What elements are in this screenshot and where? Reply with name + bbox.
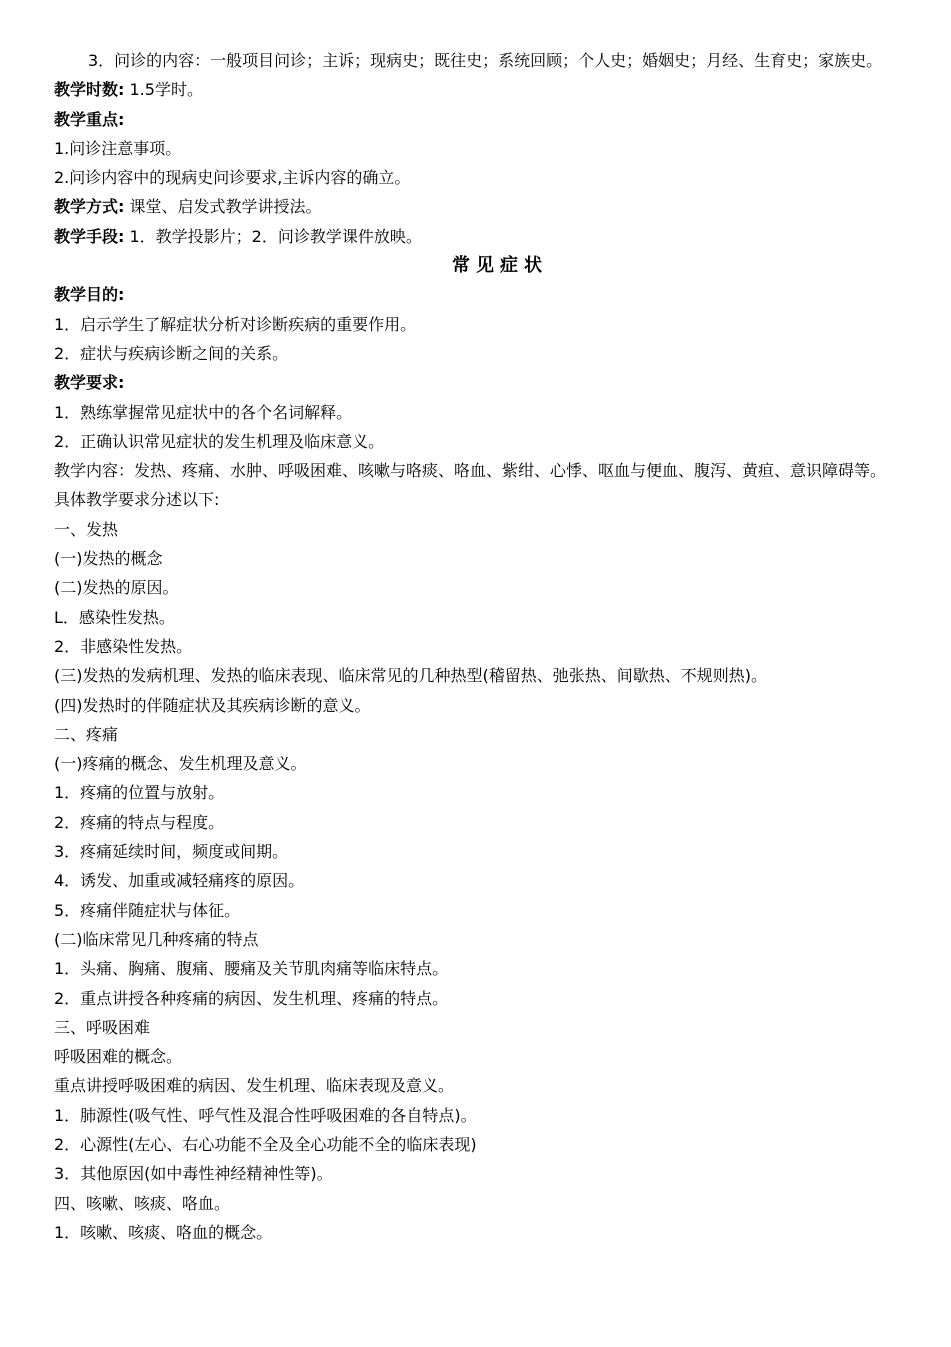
dyspnea-heading: 三、呼吸困难 xyxy=(54,1017,151,1037)
fever-line: (二)发热的原因。 xyxy=(54,578,179,598)
fever-line: (三)发热的发病机理、发热的临床表现、临床常见的几种热型(稽留热、弛张热、间歇热、不规则热)。 xyxy=(54,666,767,686)
objective-label: 教学目的: xyxy=(54,285,125,305)
pain-line: 4．诱发、加重或减轻痛疼的原因。 xyxy=(54,871,305,891)
fever-line: L．感染性发热。 xyxy=(54,607,175,627)
pain-heading: 二、疼痛 xyxy=(54,724,119,744)
teaching-hours-label: 教学时数: xyxy=(54,80,125,100)
pain-line: (一)疼痛的概念、发生机理及意义。 xyxy=(54,754,307,774)
pain-line: 2．疼痛的特点与程度。 xyxy=(54,812,225,832)
requirement-item: 2．正确认识常见症状的发生机理及临床意义。 xyxy=(54,431,385,451)
requirements-intro: 具体教学要求分述以下: xyxy=(54,490,220,510)
pain-line: 2．重点讲授各种疼痛的病因、发生机理、疼痛的特点。 xyxy=(54,988,449,1008)
dyspnea-line: 重点讲授呼吸困难的病因、发生机理、临床表现及意义。 xyxy=(54,1076,455,1096)
requirement-item: 1．熟练掌握常见症状中的各个名词解释。 xyxy=(54,402,353,422)
section-title: 常见症状 xyxy=(452,255,548,277)
requirement-label: 教学要求: xyxy=(54,373,125,393)
teaching-focus-label: 教学重点: xyxy=(54,109,125,129)
fever-line: (四)发热时的伴随症状及其疾病诊断的意义。 xyxy=(54,695,371,715)
cough-heading: 四、咳嗽、咳痰、咯血。 xyxy=(54,1193,231,1213)
teaching-content: 教学内容：发热、疼痛、水肿、呼吸困难、咳嗽与咯痰、咯血、紫绀、心悸、呕血与便血、腹泻、黄疸、意识障碍等。 xyxy=(54,461,887,481)
cough-line: 1．咳嗽、咳痰、咯血的概念。 xyxy=(54,1222,273,1242)
dyspnea-line: 1．肺源性(吸气性、呼气性及混合性呼吸困难的各自特点)。 xyxy=(54,1105,477,1125)
fever-heading: 一、发热 xyxy=(54,519,119,539)
pain-line: 5．疼痛伴随症状与体征。 xyxy=(54,900,241,920)
teaching-hours xyxy=(54,75,916,104)
fever-line: (一)发热的概念 xyxy=(54,549,163,569)
teaching-means xyxy=(54,222,916,251)
teaching-means-value: 1．教学投影片；2．问诊教学课件放映。 xyxy=(124,226,422,246)
document-page xyxy=(54,46,916,1247)
pain-line: 3．疼痛延续时间，频度或间期。 xyxy=(54,842,289,862)
teaching-method-value: 课堂、启发式教学讲授法。 xyxy=(124,197,322,217)
focus-item: 2.问诊内容中的现病史问诊要求,主诉内容的确立。 xyxy=(54,168,411,188)
focus-item: 1.问诊注意事项。 xyxy=(54,138,182,158)
teaching-means-label: 教学手段: xyxy=(54,226,125,246)
dyspnea-line: 2．心源性(左心、右心功能不全及全心功能不全的临床表现) xyxy=(54,1134,477,1154)
objective-item: 2．症状与疾病诊断之间的关系。 xyxy=(54,343,289,363)
inquiry-content-item: 3．问诊的内容：一般项目问诊；主诉；现病史；既往史；系统回顾；个人史；婚姻史；月经、生育史；家族史。 xyxy=(88,51,883,70)
pain-line: 1．疼痛的位置与放射。 xyxy=(54,783,225,803)
pain-line: 1．头痛、胸痛、腹痛、腰痛及关节肌肉痛等临床特点。 xyxy=(54,959,449,979)
pain-line: (二)临床常见几种疼痛的特点 xyxy=(54,929,259,949)
teaching-method xyxy=(54,192,916,221)
teaching-method-label: 教学方式: xyxy=(54,197,125,217)
dyspnea-line: 3．其他原因(如中毒性神经精神性等)。 xyxy=(54,1164,333,1184)
dyspnea-line: 呼吸困难的概念。 xyxy=(54,1047,183,1067)
fever-line: 2．非感染性发热。 xyxy=(54,636,193,656)
objective-item: 1．启示学生了解症状分析对诊断疾病的重要作用。 xyxy=(54,314,417,334)
teaching-hours-value: 1.5学时。 xyxy=(124,80,203,100)
